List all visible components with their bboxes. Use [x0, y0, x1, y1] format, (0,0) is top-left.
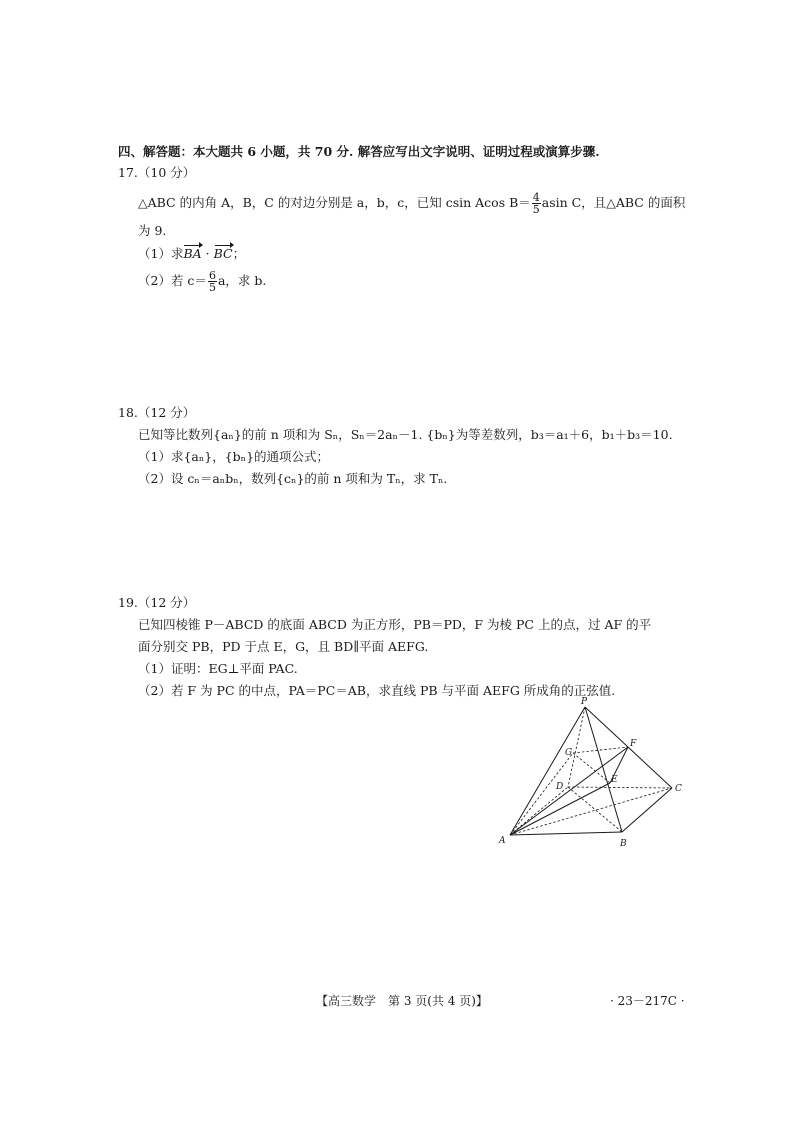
q17-part2-fraction-den: 5 [208, 281, 216, 294]
segment-ag [510, 753, 573, 835]
q17-part2-fraction [208, 270, 217, 293]
edge-bc [622, 788, 672, 832]
q17-part2-fraction-num: 6 [208, 269, 216, 282]
label-b: B [620, 839, 627, 849]
edge-ad [510, 787, 568, 835]
q17-part1-dot: · [201, 246, 214, 261]
diagonal-ac [510, 788, 672, 835]
q17-fraction [532, 192, 541, 215]
q17-part1-text-b: ； [232, 246, 246, 261]
q18-line1: 已知等比数列{aₙ}的前 n 项和为 Sₙ，Sₙ＝2aₙ－1. {bₙ}为等差数列，b₃＝a₁＋6，b₁＋b₃＝10. [138, 427, 673, 442]
pyramid-figure [490, 695, 690, 855]
q17-part1-text-a: （1）求 [138, 246, 184, 261]
label-c: C [675, 784, 682, 794]
edge-pd [568, 707, 585, 787]
section-heading: 四、解答题：本大题共 6 小题，共 70 分. 解答应写出文字说明、证明过程或演算步骤. [118, 144, 600, 159]
q19-part1: （1）证明：EG⊥平面 PAC. [138, 661, 298, 676]
vector-bc: BC [213, 246, 233, 261]
q17-part2-text-a: （2）若 c＝ [138, 273, 207, 288]
edge-pc [585, 707, 672, 788]
q17-fraction-num: 4 [532, 191, 540, 204]
q17-fraction-den: 5 [532, 203, 540, 216]
vector-ba: BA [183, 246, 202, 261]
label-a: A [499, 836, 506, 846]
q17-part2 [138, 270, 266, 293]
q18-number: 18.（12 分） [118, 405, 196, 420]
diagonal-bd [568, 787, 622, 832]
q17-line1-text-a: △ABC 的内角 A，B，C 的对边分别是 a，b，c，已知 csin Acos B＝ [138, 195, 531, 210]
footer-page-info: 【高三数学 第 3 页(共 4 页)】 [316, 994, 488, 1008]
segment-ge [573, 753, 610, 783]
q17-line1-text-b: asin C，且△ABC 的面积 [541, 195, 686, 210]
edge-ab [510, 832, 622, 835]
q19-line1: 已知四棱锥 P－ABCD 的底面 ABCD 为正方形，PB＝PD，F 为棱 PC 上的点，过 AF 的平 [138, 617, 652, 632]
label-d: D [556, 782, 564, 792]
label-f: F [630, 739, 637, 749]
q19-line2: 面分别交 PB，PD 于点 E，G，且 BD∥平面 AEFG. [138, 639, 429, 654]
segment-gf [573, 747, 628, 753]
q19-part2: （2）若 F 为 PC 的中点，PA＝PC＝AB，求直线 PB 与平面 AEFG 所成角的正弦值. [138, 683, 616, 698]
q18-part1: （1）求{aₙ}，{bₙ}的通项公式； [138, 449, 330, 464]
q17-part2-text-b: a，求 b. [217, 273, 267, 288]
label-g: G [565, 748, 573, 758]
edge-dc [568, 787, 672, 788]
label-p: P [581, 697, 588, 707]
label-e: E [611, 775, 618, 785]
q17-part1 [138, 245, 245, 263]
q17-line1 [138, 192, 685, 215]
q17-number: 17.（10 分） [118, 165, 196, 180]
footer-code: · 23－217C · [610, 994, 685, 1008]
q19-number: 19.（12 分） [118, 595, 196, 610]
q17-line2: 为 9. [138, 223, 167, 238]
q18-part2: （2）设 cₙ＝aₙbₙ，数列{cₙ}的前 n 项和为 Tₙ，求 Tₙ. [138, 471, 448, 486]
